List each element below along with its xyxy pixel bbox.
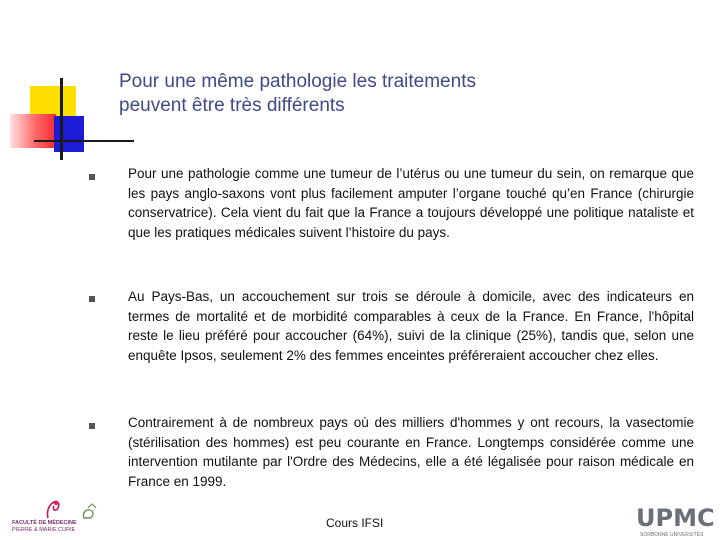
bullet-item-2: Au Pays-Bas, un accouchement sur trois se déroule à domicile, avec des indicateurs en termes de mortalité et de morbidité comparables à ceux de la France. En France, l'hôpital reste le lieu préféré pour accoucher (64%), suivi de la clinique (25%), tandis que, selon une enquête Ipsos, seulement 2% des femmes enceintes préféreraient accoucher chez elles. [128, 289, 694, 363]
title-decoration-horizontal-line [34, 140, 134, 142]
title-decoration-blue-square [54, 116, 84, 152]
faculty-logo-line-1: FACULTÉ DE MÉDECINE [12, 520, 77, 526]
bullet-item-1: Pour une pathologie comme une tumeur de l’utérus ou une tumeur du sein, on remarque que les pays anglo-saxons vont plus facilement amputer l’organe touché qu’en France (chirurgie conservatrice). Cela vient du fait que la France a toujours développé une politique nataliste et que les pratiques médicales suivent l’histoire du pays. [128, 166, 694, 240]
slide-title [119, 70, 679, 118]
title-decoration-red-block [10, 114, 56, 148]
faculty-logo-line-2: PIERRE & MARIE CURIE [12, 527, 76, 533]
upmc-logo-subtitle: SORBONNE UNIVERSITÉS [640, 532, 704, 538]
upmc-logo [636, 504, 716, 540]
faculty-seal-icon [8, 496, 108, 522]
bullet-square-icon [89, 174, 95, 180]
upmc-logo-name: UPMC [636, 504, 715, 532]
slide-title-line-2: peuvent être très différents [119, 95, 345, 116]
slide-title-line-1: Pour une même pathologie les traitements [119, 71, 476, 92]
bullet-square-icon [89, 296, 95, 302]
bullet-item-3: Contrairement à de nombreux pays où des milliers d'hommes y ont recours, la vasectomie (stérilisation des hommes) est peu courante en France. Longtemps considérée comme une intervention mutilante par l'Ordre des Médecins, elle a été légalisée pour raison médicale en France en 1999. [128, 415, 694, 489]
footer-text: Cours IFSI [326, 516, 384, 530]
bullet-square-icon [89, 423, 95, 429]
title-decoration-vertical-line [60, 78, 63, 160]
faculty-logo [8, 496, 108, 540]
